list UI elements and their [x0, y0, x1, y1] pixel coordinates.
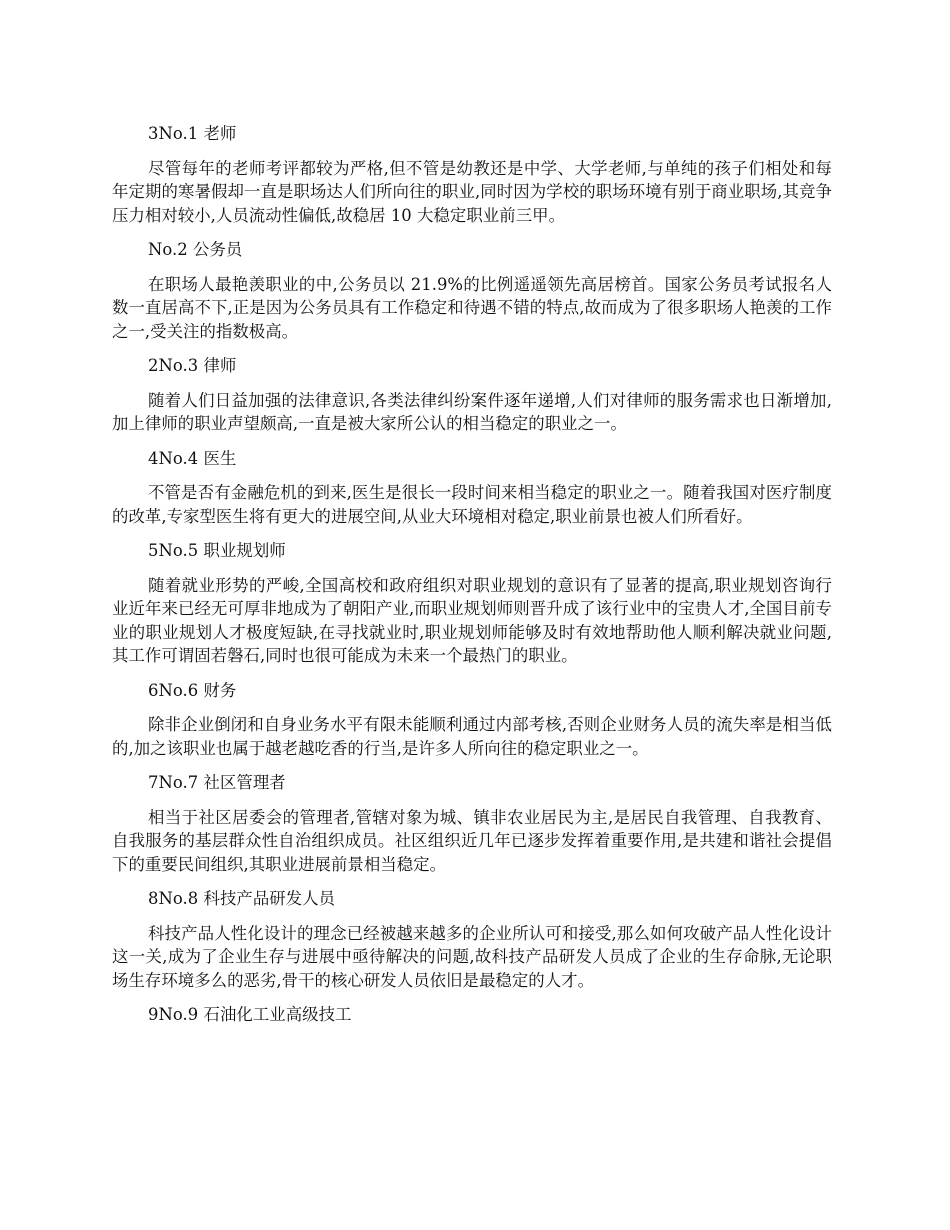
section-heading-2: No.2 公务员	[148, 240, 243, 259]
section-heading-8: 8No.8 科技产品研发人员	[148, 889, 336, 908]
section-heading-9: 9No.9 石油化工业高级技工	[148, 1005, 352, 1024]
section-body-8: 科技产品人性化设计的理念已经被越来越多的企业所认可和接受,那么如何攻破产品人性化设计这一关,成为了企业生存与进展中亟待解决的问题,故科技产品研发人员成了企业的生存命脉,无论职场生存环境多么的恶劣,骨干的核心研发人员依旧是最稳定的人才。	[112, 923, 832, 990]
section-heading-3: 2No.3 律师	[148, 356, 237, 375]
document-page	[112, 122, 832, 1038]
section-body-1: 尽管每年的老师考评都较为严格,但不管是幼教还是中学、大学老师,与单纯的孩子们相处和每年定期的寒暑假却一直是职场达人们所向往的职业,同时因为学校的职场环境有别于商业职场,其竞争压力相对较小,人员流动性偏低,故稳居 10 大稳定职业前三甲。	[112, 158, 832, 225]
section-heading-1: 3No.1 老师	[148, 124, 237, 143]
section-heading-4: 4No.4 医生	[148, 448, 237, 468]
section-body-3: 随着人们日益加强的法律意识,各类法律纠纷案件逐年递增,人们对律师的服务需求也日渐增加,加上律师的职业声望颇高,一直是被大家所公认的相当稳定的职业之一。	[112, 390, 832, 433]
section-heading-6: 6No.6 财务	[148, 680, 237, 700]
section-body-5: 随着就业形势的严峻,全国高校和政府组织对职业规划的意识有了显著的提高,职业规划咨询行业近年来已经无可厚非地成为了朝阳产业,而职业规划师则晋升成了该行业中的宝贵人才,全国目前专业的职业规划人才极度短缺,在寻找就业时,职业规划师能够及时有效地帮助他人顺利解决就业问题,其工作可谓固若磐石,同时也很可能成为未来一个最热门的职业。	[112, 575, 832, 665]
section-body-6: 除非企业倒闭和自身业务水平有限未能顺利通过内部考核,否则企业财务人员的流失率是相当低的,加之该职业也属于越老越吃香的行当,是许多人所向往的稳定职业之一。	[112, 715, 832, 758]
section-body-4: 不管是否有金融危机的到来,医生是很长一段时间来相当稳定的职业之一。随着我国对医疗制度的改革,专家型医生将有更大的进展空间,从业大环境相对稳定,职业前景也被人们所看好。	[112, 483, 832, 526]
section-body-7: 相当于社区居委会的管理者,管辖对象为城、镇非农业居民为主,是居民自我管理、自我教育、自我服务的基层群众性自治组织成员。社区组织近几年已逐步发挥着重要作用,是共建和谐社会提倡下的重要民间组织,其职业进展前景相当稳定。	[112, 807, 832, 874]
section-heading-5: 5No.5 职业规划师	[148, 541, 286, 560]
section-body-2: 在职场人最艳羡职业的中,公务员以 21.9%的比例遥遥领先高居榜首。国家公务员考试报名人数一直居高不下,正是因为公务员具有工作稳定和待遇不错的特点,故而成为了很多职场人艳羡的工作之一,受关注的指数极高。	[112, 274, 832, 341]
section-heading-7: 7No.7 社区管理者	[148, 773, 286, 792]
